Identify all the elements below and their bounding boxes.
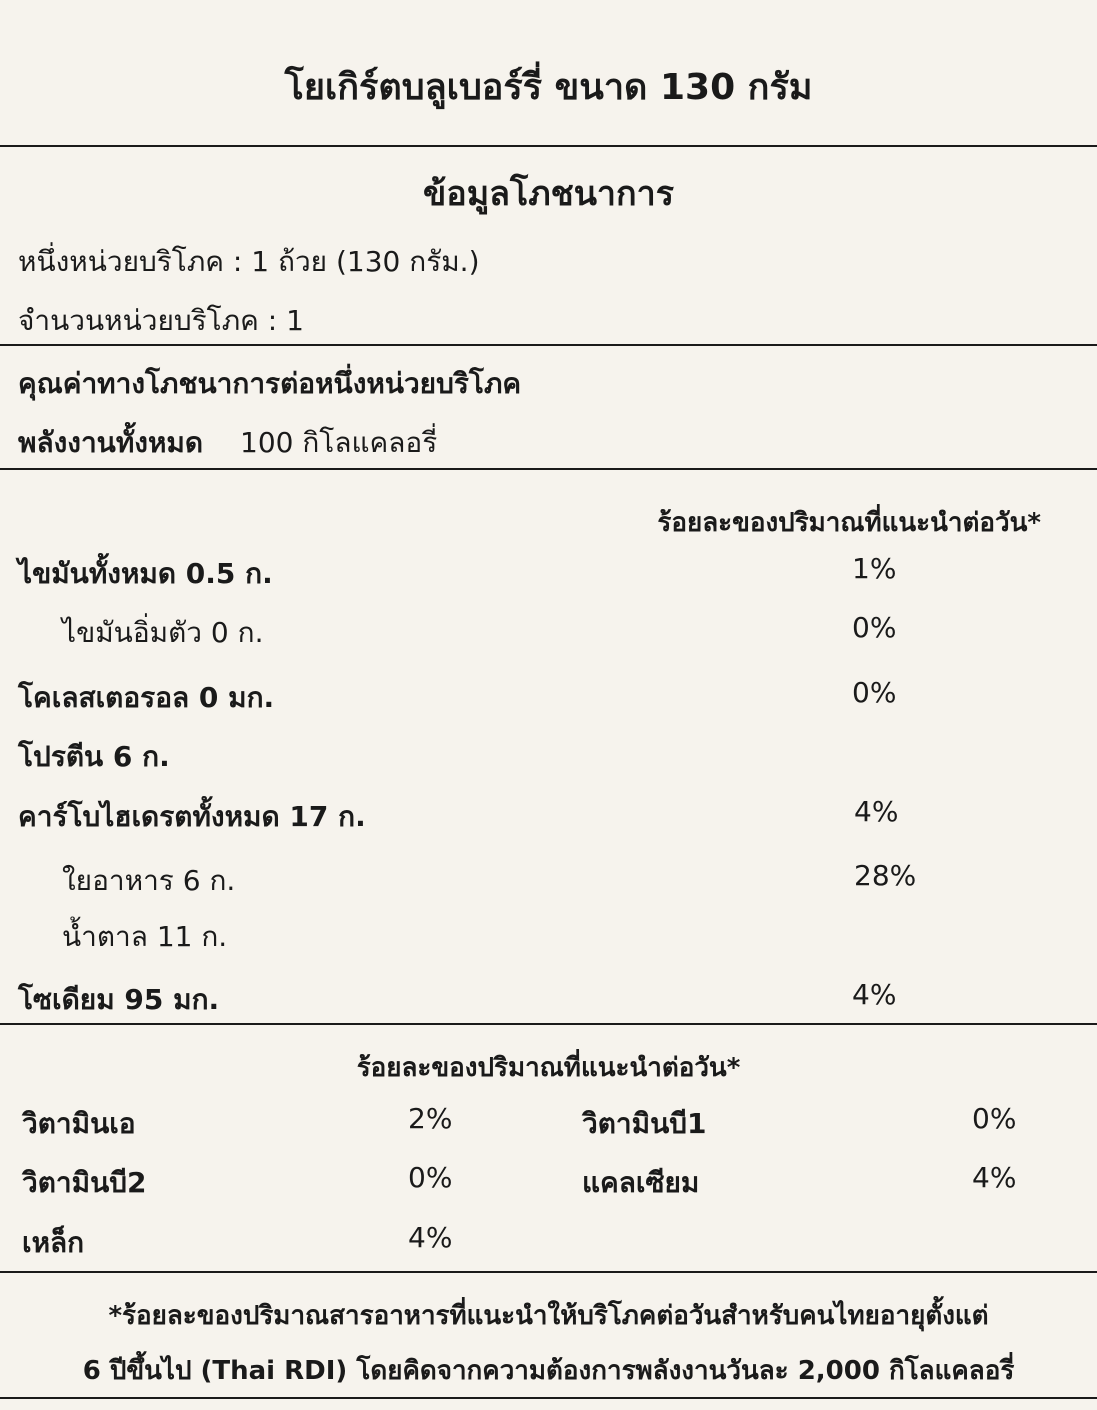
nutrient-saturated-fat: ไขมันอิ่มตัว 0 ก. <box>62 616 264 649</box>
product-title: โยเกิร์ตบลูเบอร์รี่ ขนาด 130 กรัม <box>284 67 813 108</box>
divider <box>0 1023 1097 1025</box>
footnote-line-1: *ร้อยละของปริมาณสารอาหารที่แนะนำให้บริโภคต่อวันสำหรับคนไทยอายุตั้งแต่ <box>108 1301 989 1331</box>
calcium-percent: 4% <box>972 1161 1017 1194</box>
divider <box>0 344 1097 346</box>
nutrient-fiber-percent: 28% <box>854 859 917 892</box>
vitamin-b2-percent: 0% <box>408 1161 453 1194</box>
iron-label: เหล็ก <box>22 1226 85 1259</box>
footnote-line-2: 6 ปีขึ้นไป (Thai RDI) โดยคิดจากความต้องการพลังงานวันละ 2,000 กิโลแคลอรี่ <box>82 1356 1015 1386</box>
vitamin-a-label: วิตามินเอ <box>22 1107 136 1140</box>
nutrient-protein: โปรตีน 6 ก. <box>18 740 170 773</box>
nutrient-carbohydrate-percent: 4% <box>854 795 899 828</box>
vitamin-b1-label: วิตามินบี1 <box>582 1107 707 1140</box>
per-serving-heading: คุณค่าทางโภชนาการต่อหนึ่งหน่วยบริโภค <box>18 367 522 400</box>
nutrient-total-fat: ไขมันทั้งหมด 0.5 ก. <box>18 557 273 590</box>
nutrient-fiber: ใยอาหาร 6 ก. <box>62 864 236 897</box>
divider <box>0 1397 1097 1399</box>
nutrient-sodium: โซเดียม 95 มก. <box>18 983 220 1016</box>
divider <box>0 1271 1097 1273</box>
nutrient-carbohydrate: คาร์โบไฮเดรตทั้งหมด 17 ก. <box>18 800 366 833</box>
energy-value: 100 กิโลแคลอรี่ <box>240 426 438 459</box>
nutrient-sodium-percent: 4% <box>852 978 897 1011</box>
energy-label: พลังงานทั้งหมด <box>18 426 204 459</box>
vitamin-a-percent: 2% <box>408 1102 453 1135</box>
vitamins-header: ร้อยละของปริมาณที่แนะนำต่อวัน* <box>356 1053 741 1083</box>
nutrient-cholesterol: โคเลสเตอรอล 0 มก. <box>18 681 275 714</box>
divider <box>0 145 1097 147</box>
section-title: ข้อมูลโภชนาการ <box>423 174 674 214</box>
divider <box>0 468 1097 470</box>
nutrient-cholesterol-percent: 0% <box>852 676 897 709</box>
nutrient-sugar: น้ำตาล 11 ก. <box>62 920 228 953</box>
serving-size: หนึ่งหน่วยบริโภค : 1 ถ้วย (130 กรัม.) <box>18 245 480 278</box>
vitamin-b2-label: วิตามินบี2 <box>22 1166 147 1199</box>
rdi-header: ร้อยละของปริมาณที่แนะนำต่อวัน* <box>657 508 1041 538</box>
servings-per-container: จำนวนหน่วยบริโภค : 1 <box>18 304 304 337</box>
vitamin-b1-percent: 0% <box>972 1102 1017 1135</box>
calcium-label: แคลเซียม <box>582 1166 700 1199</box>
iron-percent: 4% <box>408 1221 453 1254</box>
nutrient-total-fat-percent: 1% <box>852 552 897 585</box>
nutrient-saturated-fat-percent: 0% <box>852 611 897 644</box>
